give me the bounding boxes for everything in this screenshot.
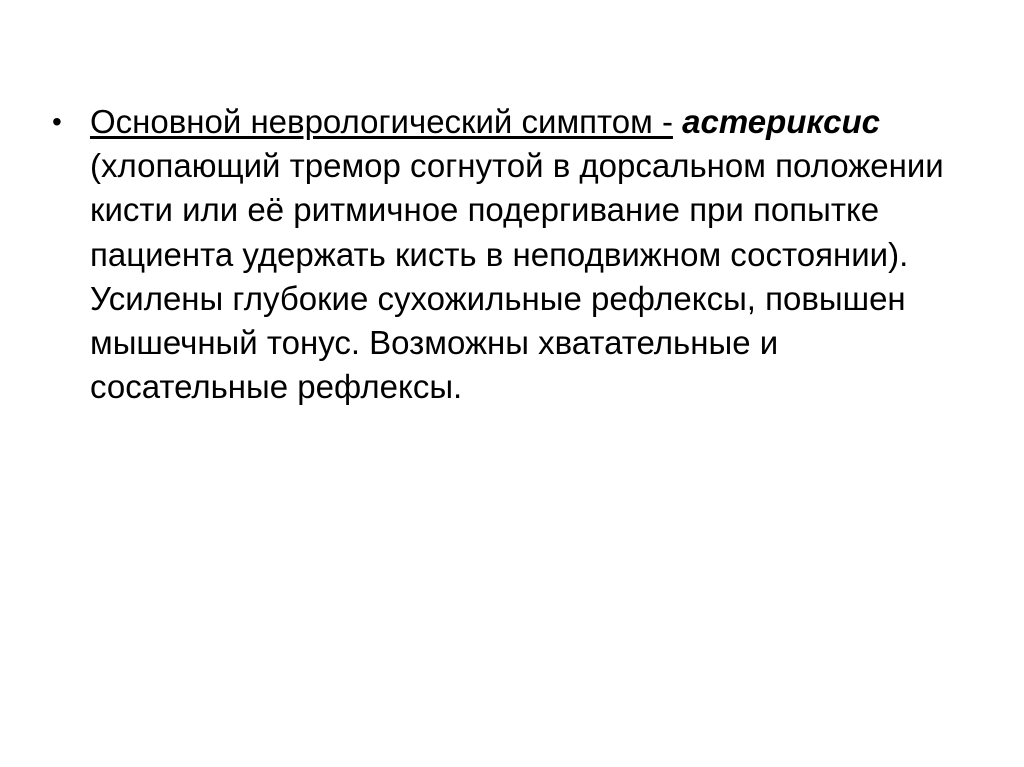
bullet-text-underlined-part: Основной неврологический симптом - <box>90 103 673 140</box>
bullet-point-icon: • <box>52 106 62 137</box>
content-placeholder <box>52 100 972 410</box>
bullet-item-text <box>90 100 972 410</box>
list-item <box>52 100 972 410</box>
bullet-text-plain-part: (хлопающий тремор согнутой в дорсальном положении кисти или её ритмичное подергивание при попытке пациента удержать кисть в неподвижном состоянии). Усилены глубокие сухожильные рефлексы, повышен мышечный тонус. Возможны хватательные и сосательные рефлексы. <box>90 147 944 406</box>
bullet-text-emphasis-part: астериксис <box>682 103 880 140</box>
